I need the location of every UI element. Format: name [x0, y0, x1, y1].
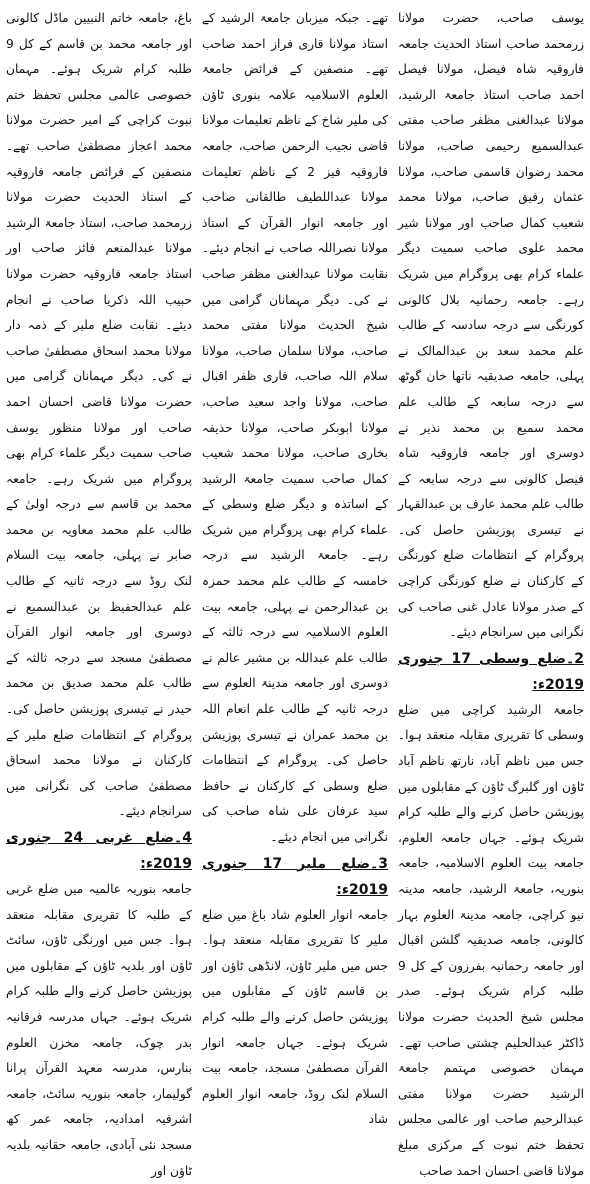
paragraph: باغ، جامعہ خاتم النبیین ماڈل کالونی اور جامعہ محمد بن قاسم کے کل 9 طلبہ کرام شریک ہوئے۔ مہمان خصوصی عالمی مجلس تحفظ ختم نبوت کراچی کے امیر حضرت مولانا محمد اعجاز مصطفیٰ صاحب تھے۔ منصفین کے فرائض جامعہ فاروقیہ کے استاذ الحدیث حضرت مولانا زرمحمد صاحب، استاذ جامعۃ الرشید مولانا عبدالمنعم فائز صاحب اور استاذ جامعہ فاروقیہ حضرت مولانا حبیب اللہ ذکریا صاحب نے انجام دیئے۔ نقابت ضلع ملیر کے ذمہ دار مولانا محمد اسحاق مصطفیٰ صاحب نے کی۔ دیگر مہمانان گرامی میں حضرت مولانا قاضی احسان احمد صاحب اور مولانا منظور یوسف صاحب سمیت دیگر علماء کرام بھی پروگرام میں شریک رہے۔ جامعہ محمد بن قاسم سے درجہ اولیٰ کے طالب علم محمد معاویہ بن محمد صابر نے پہلی، جامعہ بیت السلام لنک روڈ سے درجہ ثانیہ کے طالب علم عبدالحفیظ بن عبدالسمیع نے دوسری اور جامعہ انوار القرآن مصطفیٰ مسجد سے درجہ ثالثہ کے طالب علم محمد صدیق بن محمد حیدر نے تیسری پوزیشن حاصل کی۔ پروگرام کے انتظامات ضلع ملیر کے کارکنان نے مولانا محمد اسحاق مصطفیٰ صاحب کی نگرانی میں سرانجام دیئے۔: [6, 11, 192, 819]
column-left: [6, 6, 192, 1178]
paragraph: جامعۃ الرشید کراچی میں ضلع وسطی کا تقریری مقابلہ منعقد ہوا۔ جس میں ناظم آباد، نارتھ ناظم آباد ٹاؤن اور گلبرگ ٹاؤن کے مقابلوں میں پوزیشن حاصل کرنے والے طلبہ کرام شریک ہوئے۔ جہاں جامعہ العلوم، جامعہ بیت العلوم الاسلامیہ، جامعہ بنوریہ، جامعۃ الرشید، جامعہ مدینہ نیو کراچی، جامعہ مدینۃ العلوم بہار کالونی، جامعہ صدیقیہ گلشن اقبال اور جامعہ رحمانیہ بفرزون کے کل 9 طلبہ کرام شریک ہوئے۔ صدر مجلس شیخ الحدیث حضرت مولانا ڈاکٹر عبدالحلیم چشتی صاحب تھے۔ مہمان خصوصی مہتمم جامعۃ الرشید حضرت مولانا مفتی عبدالرحیم صاحب اور عالمی مجلس تحفظ ختم نبوت کے مرکزی مبلغ مولانا قاضی احسان احمد صاحب: [398, 702, 584, 1178]
paragraph: جامعہ بنوریہ عالمیہ میں ضلع غربی کے طلبہ کا تقریری مقابلہ منعقد ہوا۔ جس میں اورنگی ٹاؤن، سائٹ ٹاؤن اور بلدیہ ٹاؤن کے مقابلوں میں پوزیشن حاصل کرنے والے طلبہ کرام شریک ہوئے۔ جہاں مدرسہ فرقانیہ بدر چوک، جامعہ مخزن العلوم بنارس، مدرسہ معہد القرآن پرانا گولیمار، جامعہ بنوریہ سائٹ، جامعہ اشرفیہ امدادیہ، جامعہ عمر کھ مسجد نئی آبادی، جامعہ حقانیہ بلدیہ ٹاؤن اور: [6, 882, 192, 1178]
paragraph: جامعہ انوار العلوم شاد باغ میں ضلع ملیر کا تقریری مقابلہ منعقد ہوا۔ جس میں ملیر ٹاؤن، لانڈھی ٹاؤن اور بن قاسم ٹاؤن کے مقابلوں میں پوزیشن حاصل کرنے والے طلبہ کرام شریک ہوئے۔ جہاں جامعہ انوار القرآن مصطفیٰ مسجد، جامعہ بیت السلام لنک روڈ، جامعہ انوار العلوم شاد: [202, 907, 388, 1127]
column-middle: [202, 6, 389, 1127]
section-heading: 3۔ضلع ملیر 17 جنوری 2019ء:: [202, 855, 388, 898]
paragraph: تھے۔ جبکہ میزبان جامعۃ الرشید کے استاذ مولانا قاری فراز احمد صاحب تھے۔ منصفین کے فرائض جامعۃ العلوم الاسلامیہ علامہ بنوری ٹاؤن کی ملیر شاخ کے ناظم تعلیمات مولانا قاضی نجیب الرحمن صاحب، جامعہ فاروقیہ فیز 2 کے ناظم تعلیمات مولانا عبداللطیف طالقانی صاحب اور جامعہ انوار القرآن کے استاذ مولانا نصراللہ صاحب نے انجام دیئے۔ نقابت مولانا عبدالغنی مظفر صاحب نے کی۔ دیگر مہمانان گرامی میں شیخ الحدیث مولانا مفتی محمد صاحب، مولانا سلمان صاحب، مولانا سلام اللہ صاحب، قاری ظفر اقبال صاحب، مولانا واجد سعید صاحب، مولانا ابوبکر صاحب، مولانا حذیفہ بخاری صاحب، مولانا محمد شعیب کمال صاحب سمیت جامعۃ الرشید کے اساتذہ و دیگر ضلع وسطی کے علماء کرام بھی پروگرام میں شریک رہے۔ جامعۃ الرشید سے درجہ خامسہ کے طالب علم محمد حمزہ بن عبدالرحمن نے پہلی، جامعہ بیت العلوم الاسلامیہ سے درجہ ثالثہ کے طالب علم عبداللہ بن مشیر عالم نے دوسری اور جامعہ مدینۃ العلوم سے درجہ ثانیہ کے طالب علم انعام اللہ بن محمد عمران نے تیسری پوزیشن حاصل کی۔ پروگرام کے انتظامات ضلع وسطی کے کارکنان نے حافظ سید عرفان علی شاہ صاحب کی نگرانی میں انجام دیئے۔: [202, 11, 389, 844]
column-right: [398, 6, 584, 1178]
section-heading: 4۔ضلع غربی 24 جنوری 2019ء:: [6, 830, 192, 872]
section-heading: 2۔ضلع وسطی 17 جنوری 2019ء:: [398, 650, 584, 693]
paragraph: یوسف صاحب، حضرت مولانا زرمحمد صاحب استاذ الحدیث جامعہ فاروقیہ شاہ فیصل، مولانا فیصل احمد صاحب استاذ جامعۃ الرشید، مولانا عبدالغنی مظفر صاحب مفتی عبدالسمیع رحیمی صاحب، مولانا محمد رضوان قاسمی صاحب، مولانا عثمان رفیق صاحب، مولانا محمد شعیب کمال صاحب اور مولانا شیر محمد علوی صاحب سمیت دیگر علماء کرام بھی پروگرام میں شریک رہے۔ جامعہ رحمانیہ بلال کالونی کورنگی سے درجہ سادسہ کے طالب علم محمد سعد بن عبدالمالک نے پہلی، جامعہ صدیقیہ ناتھا خان گوٹھ سے درجہ سابعہ کے طالب علم محمد سمیع بن محمد نذیر نے دوسری اور جامعہ فاروقیہ شاہ فیصل کالونی سے درجہ سابعہ کے طالب علم محمد عارف بن عبدالقہار نے تیسری پوزیشن حاصل کی۔ پروگرام کے انتظامات ضلع کورنگی کے کارکنان نے ضلع کورنگی کراچی کے صدر مولانا عادل غنی صاحب کی نگرانی میں سرانجام دیئے۔: [398, 11, 584, 640]
